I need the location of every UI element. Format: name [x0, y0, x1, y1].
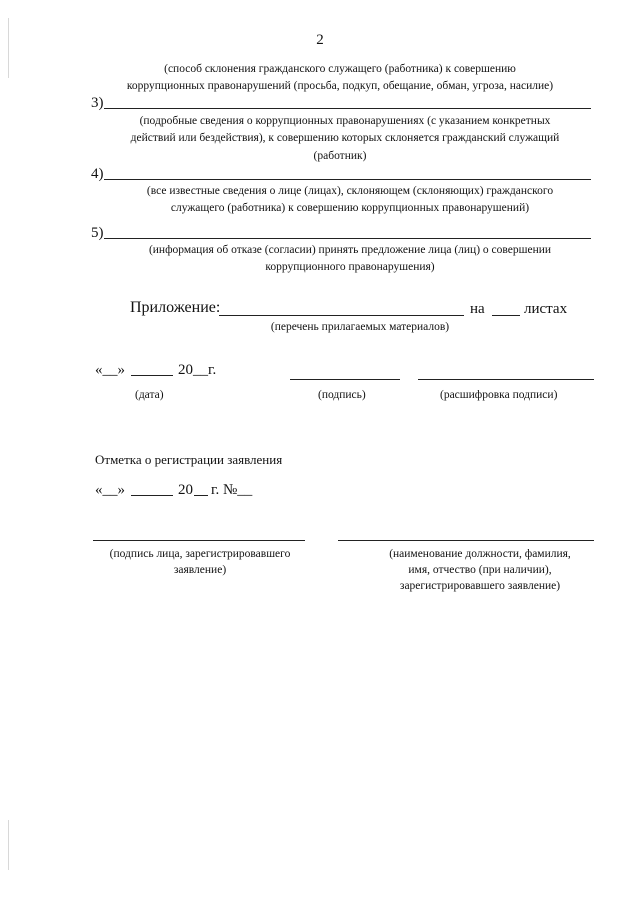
- item5-number: 5): [91, 225, 104, 241]
- attachment-sheets-label: листах: [524, 301, 568, 317]
- page-number: 2: [316, 32, 324, 48]
- item4-caption-line1: (все известные сведения о лице (лицах), склоняющем (склоняющих) гражданского: [146, 185, 554, 197]
- registration-number-field: г. №__: [211, 482, 253, 498]
- registrar-signature-line: [93, 540, 305, 541]
- registrar-name-line: [338, 540, 594, 541]
- attachment-on-label: на: [470, 301, 485, 317]
- registration-title: Отметка о регистрации заявления: [95, 452, 283, 467]
- item5-caption-line1: (информация об отказе (согласии) принять предложение лица (лиц) о совершении: [148, 244, 552, 256]
- registration-date-month-line: [131, 495, 173, 496]
- item4-number: 4): [91, 166, 104, 182]
- date-month-line: [131, 375, 173, 376]
- attachment-sheets-count-line: [492, 315, 520, 316]
- item5-fill-line: [104, 238, 591, 239]
- signature-line: [290, 379, 400, 380]
- signature-decoding-line: [418, 379, 594, 380]
- attachment-label: Приложение:: [130, 299, 221, 316]
- registrar-signature-caption-line2: заявление): [173, 564, 227, 576]
- signature-decoding-caption: (расшифровка подписи): [440, 389, 558, 401]
- registration-year-line: [194, 495, 208, 496]
- item2-caption-line2: коррупционных правонарушений (просьба, подкуп, обещание, обман, угроза, насилие): [126, 80, 554, 92]
- signature-caption: (подпись): [318, 389, 366, 401]
- attachment-caption: (перечень прилагаемых материалов): [270, 321, 450, 333]
- item2-caption-line1: (способ склонения гражданского служащего (работника) к совершению: [164, 63, 516, 75]
- item3-caption-line1: (подробные сведения о коррупционных правонарушениях (с указанием конкретных: [139, 115, 551, 127]
- scan-edge-mark-bottom: [8, 820, 9, 870]
- registration-year-field: 20: [178, 482, 193, 498]
- item3-caption-line2: действий или бездействия), к совершению которых склоняется гражданский служащий: [130, 132, 560, 144]
- item3-fill-line: [104, 108, 591, 109]
- item3-number: 3): [91, 95, 104, 111]
- attachment-fill-line: [219, 315, 464, 316]
- date-day-field: «__»: [95, 362, 125, 378]
- date-year-field: 20__г.: [178, 362, 217, 378]
- registration-date-day-field: «__»: [95, 482, 125, 498]
- registrar-signature-caption-line1: (подпись лица, зарегистрировавшего: [109, 548, 291, 560]
- item5-caption-line2: коррупционного правонарушения): [265, 261, 435, 273]
- scan-edge-mark-top: [8, 18, 9, 78]
- registrar-name-caption-line3: зарегистрировавшего заявление): [399, 580, 561, 592]
- item4-caption-line2: служащего (работника) к совершению коррупционных правонарушений): [170, 202, 530, 214]
- registrar-name-caption-line1: (наименование должности, фамилия,: [389, 548, 571, 560]
- item3-caption-line3: (работник): [313, 150, 367, 162]
- item4-fill-line: [104, 179, 591, 180]
- registrar-name-caption-line2: имя, отчество (при наличии),: [408, 564, 552, 576]
- date-caption: (дата): [135, 389, 164, 401]
